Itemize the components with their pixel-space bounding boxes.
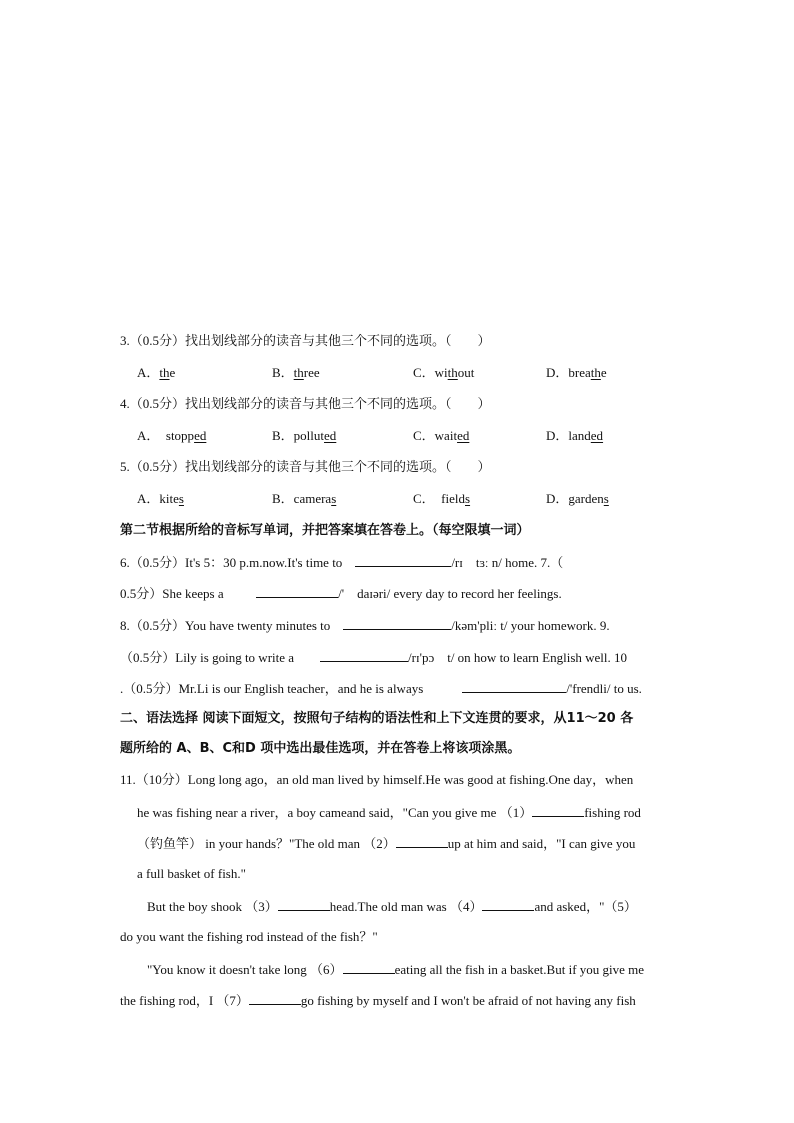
passage-line-1: 11.（10分）Long long ago，an old man lived by himself.He was good at fishing.One day，when	[120, 772, 634, 787]
q5-option-a[interactable]: A．kites	[137, 491, 184, 506]
q4-option-b[interactable]: B．polluted	[272, 428, 337, 443]
question-7-line: 0.5分）She keeps a /' daɪəri/ every day to record her feelings.	[120, 586, 562, 601]
passage-line-3: （钓鱼竿） in your hands？"The old man （2） up at him and said，"I can give you	[137, 836, 636, 851]
answer-blank-6-passage[interactable]	[343, 961, 395, 974]
answer-blank-3[interactable]	[278, 898, 330, 911]
answer-blank-4[interactable]	[482, 898, 534, 911]
q4-option-d[interactable]: D．landed	[546, 428, 604, 443]
question-8-line: 8.（0.5分）You have twenty minutes to /kəm'pliː t/ your homework. 9.	[120, 618, 610, 633]
question-3-stem: 3.（0.5分）找出划线部分的读音与其他三个不同的选项。（ ）	[120, 333, 491, 348]
answer-blank-8[interactable]	[343, 617, 451, 630]
section-2-title: 第二节根据所给的音标写单词，并把答案填在答卷上。（每空限填一词）	[120, 523, 530, 538]
answer-blank-10[interactable]	[462, 680, 566, 693]
q3-option-a[interactable]: A．the	[137, 365, 176, 380]
passage-line-4: a full basket of fish."	[137, 866, 246, 881]
q3-option-d[interactable]: D．breathe	[546, 365, 607, 380]
question-4-stem: 4.（0.5分）找出划线部分的读音与其他三个不同的选项。（ ）	[120, 396, 491, 411]
q4-option-a[interactable]: A． stopped	[137, 428, 207, 443]
answer-blank-6[interactable]	[355, 554, 451, 567]
passage-line-7: "You know it doesn't take long （6） eating all the fish in a basket.But if you give me	[147, 962, 645, 977]
q5-option-b[interactable]: B．cameras	[272, 491, 337, 506]
passage-line-5: But the boy shook （3） head.The old man was （4） and asked，"（5）	[147, 899, 637, 914]
answer-blank-2[interactable]	[396, 835, 448, 848]
question-10-line: .（0.5分）Mr.Li is our English teacher，and he is always /'frendli/ to us.	[120, 681, 642, 696]
passage-line-6: do you want the fishing rod instead of the fish？"	[120, 929, 378, 944]
q3-option-c[interactable]: C．without	[413, 365, 475, 380]
q5-option-d[interactable]: D．gardens	[546, 491, 609, 506]
passage-line-8: the fishing rod，I （7） go fishing by myself and I won't be afraid of not having any fish	[120, 993, 636, 1008]
question-5-stem: 5.（0.5分）找出划线部分的读音与其他三个不同的选项。（ ）	[120, 459, 491, 474]
q4-option-c[interactable]: C．waited	[413, 428, 470, 443]
q3-option-b[interactable]: B．three	[272, 365, 320, 380]
answer-blank-1[interactable]	[532, 804, 584, 817]
q5-option-c[interactable]: C． fields	[413, 491, 471, 506]
answer-blank-7-passage[interactable]	[249, 992, 301, 1005]
question-9-line: （0.5分）Lily is going to write a /rɪ'pɔ t/ on how to learn English well. 10	[120, 650, 628, 665]
part-2-title-line-2: 题所给的 A、B、C和D 项中选出最佳选项，并在答卷上将该项涂黑。	[120, 741, 521, 756]
answer-blank-7[interactable]	[256, 585, 338, 598]
question-6-line: 6.（0.5分）It's 5：30 p.m.now.It's time to /rɪ tɜː n/ home. 7.（	[120, 555, 564, 570]
passage-line-2: he was fishing near a river，a boy cameand said，"Can you give me （1） fishing rod	[137, 805, 641, 820]
part-2-title-line-1: 二、语法选择 阅读下面短文，按照句子结构的语法性和上下文连贯的要求，从11～20 各	[120, 711, 634, 726]
answer-blank-9[interactable]	[320, 649, 408, 662]
